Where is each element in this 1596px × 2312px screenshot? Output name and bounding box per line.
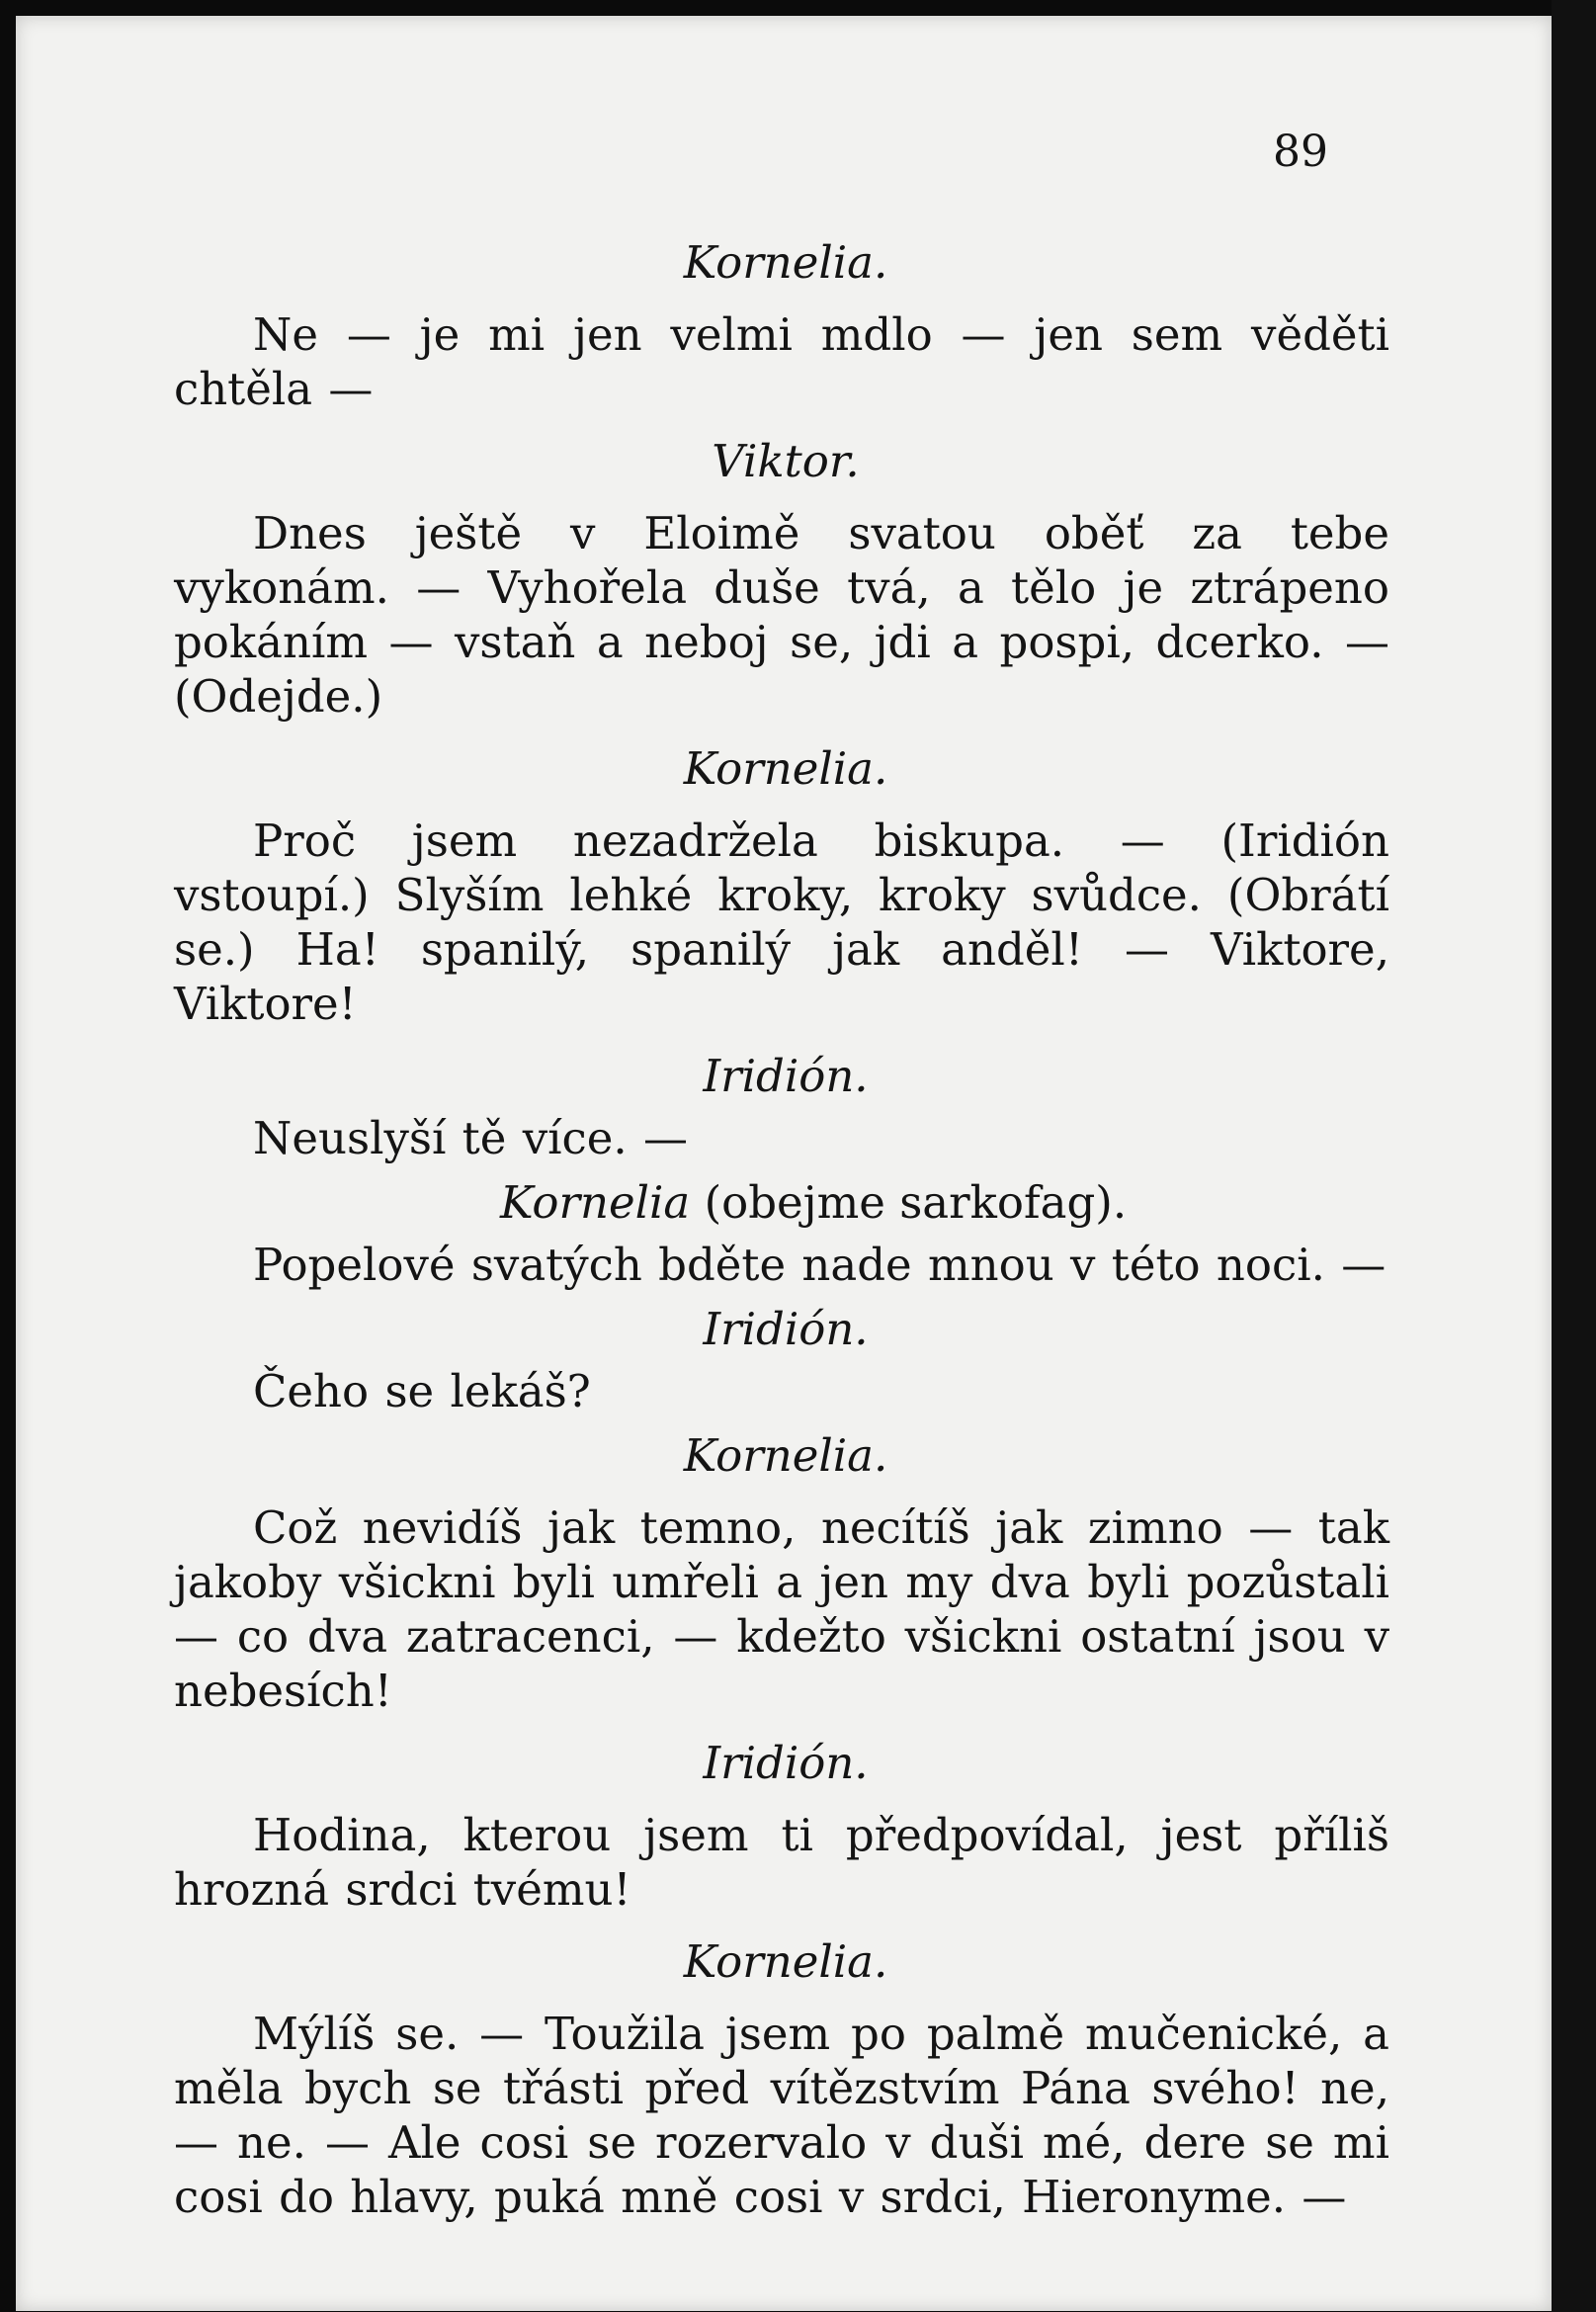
speech-text: Mýlíš se. — Toužila jsem po palmě mučenické, a měla bych se třásti před vítězstvím Pána svého! ne, — ne. — Ale cosi se rozervalo v duši mé, dere se mi cosi do hlavy, puká mně cosi v srdci, Hieronyme. — xyxy=(174,2008,1389,2223)
speaker-name: Kornelia xyxy=(500,1176,691,1229)
play-text xyxy=(174,235,1389,2242)
speaker-name: Kornelia. xyxy=(683,236,888,289)
speaker-with-stage-direction xyxy=(174,1175,1389,1230)
speaker-name: Kornelia. xyxy=(683,1429,888,1482)
speech-text: Čeho se lekáš? xyxy=(253,1365,591,1417)
speech-text: Což nevidíš jak temno, necítíš jak zimno — tak jakoby všickni byli umřeli a jen my dva byli pozůstali — co dva zatracenci, — kdežto všickni ostatní jsou v nebesích! xyxy=(174,1501,1389,1717)
speech-text: Neuslyší tě více. — xyxy=(253,1112,688,1164)
speech-text: Ne — je mi jen velmi mdlo — jen sem věděti chtěla — xyxy=(174,308,1389,415)
speech-text: Hodina, kterou jsem ti předpovídal, jest příliš hrozná srdci tvému! xyxy=(174,1809,1389,1916)
speaker-name: Iridión. xyxy=(703,1050,869,1102)
speech-text: Proč jsem nezadržela biskupa. — (Iridión vstoupí.) Slyším lehké kroky, kroky svůdce. (Obrátí se.) Ha! spanilý, spanilý jak anděl! — Viktore, Viktore! xyxy=(174,814,1389,1030)
speaker-name: Kornelia. xyxy=(683,742,888,795)
stage-direction: (obejme sarkofag). xyxy=(704,1176,1128,1229)
speech-text: Popelové svatých bděte nade mnou v této noci. — xyxy=(253,1239,1386,1291)
speaker-name: Kornelia. xyxy=(683,1935,888,1988)
page-number: 89 xyxy=(1273,127,1328,177)
speaker-name: Iridión. xyxy=(703,1303,869,1355)
speaker-name: Viktor. xyxy=(712,435,860,487)
speech-text: Dnes ještě v Eloimě svatou oběť za tebe vykonám. — Vyhořela duše tvá, a tělo je ztrápeno pokáním — vstaň a neboj se, jdi a pospi, dcerko. — (Odejde.) xyxy=(174,507,1389,723)
scan-border xyxy=(1552,0,1596,2312)
book-page xyxy=(16,16,1552,2311)
speaker-name: Iridión. xyxy=(703,1737,869,1789)
